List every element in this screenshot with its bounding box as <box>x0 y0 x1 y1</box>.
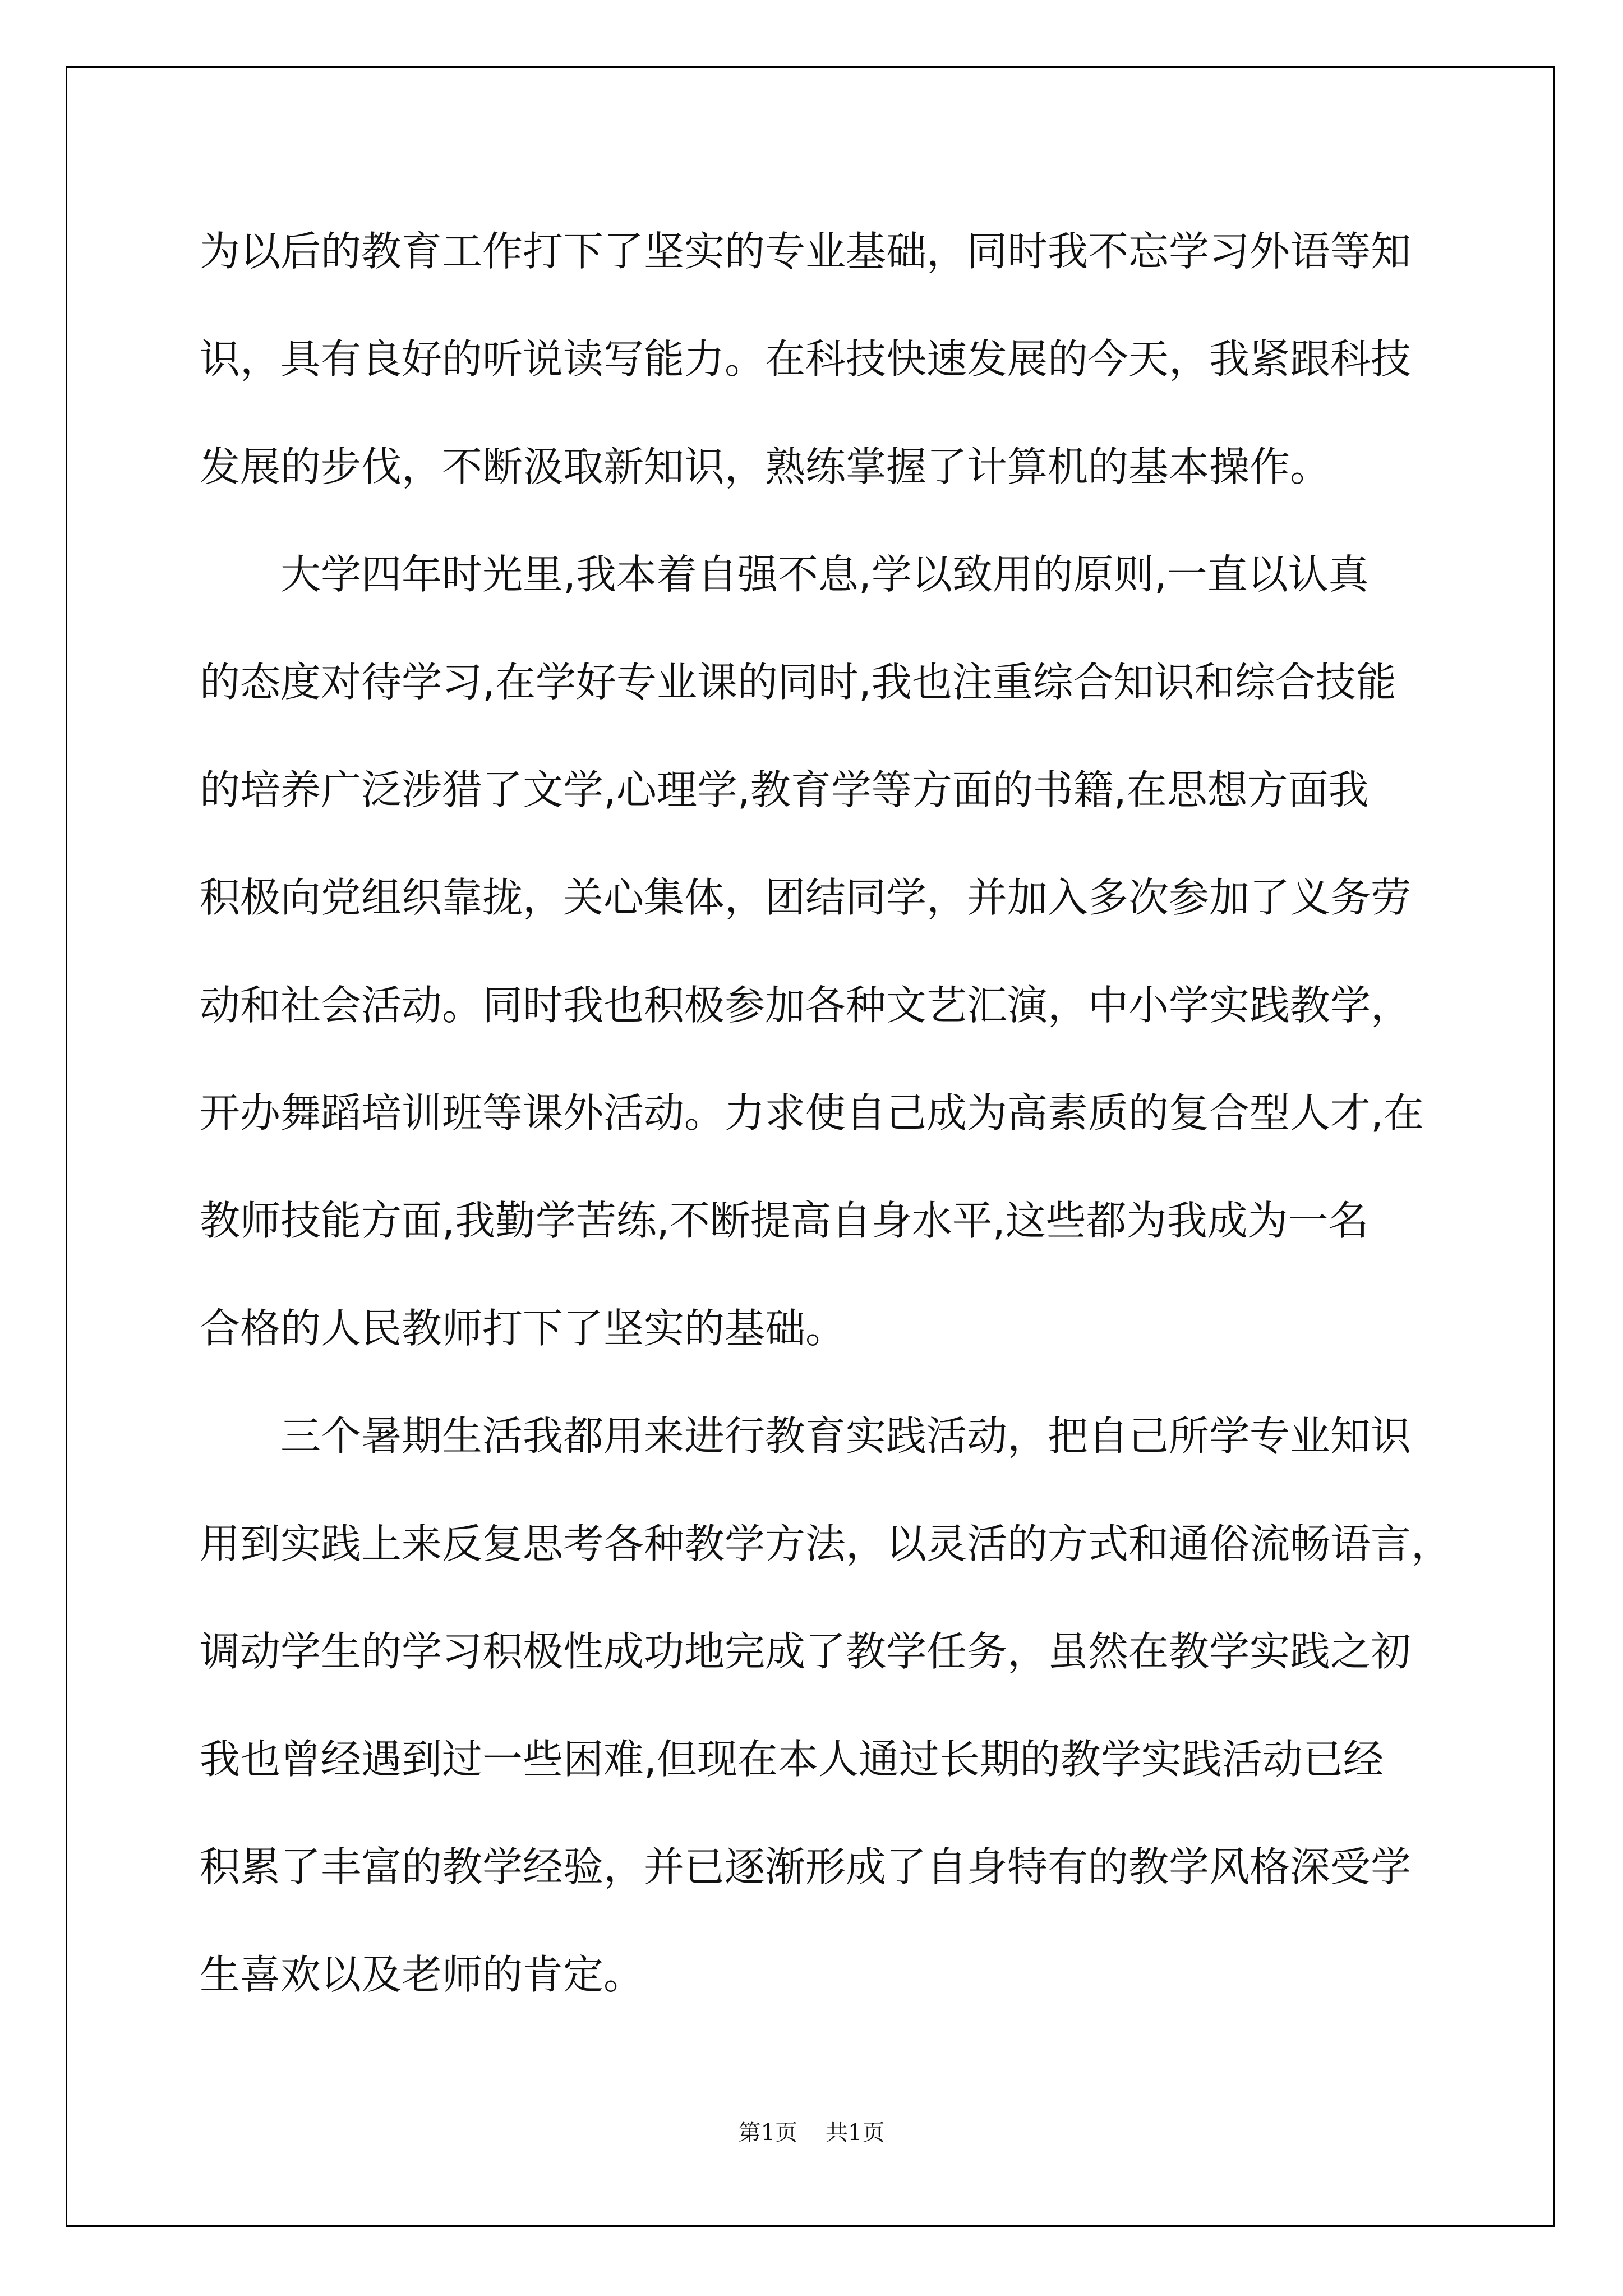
page-number: 第1页 <box>738 2120 797 2146</box>
page-footer <box>0 2115 1623 2147</box>
document-body <box>200 197 1461 2028</box>
text-line: 用到实践上来反复思考各种教学方法，以灵活的方式和通俗流畅语言， <box>200 1520 1452 1567</box>
text-line: 大学四年时光里,我本着自强不息,学以致用的原则,一直以认真 <box>280 551 1369 598</box>
text-line: 调动学生的学习积极性成功地完成了教学任务，虽然在教学实践之初 <box>200 1628 1412 1675</box>
page-total: 共1页 <box>826 2120 885 2146</box>
text-line: 发展的步伐，不断汲取新知识，熟练掌握了计算机的基本操作。 <box>200 443 1331 490</box>
text-line: 三个暑期生活我都用来进行教育实践活动，把自己所学专业知识 <box>280 1412 1412 1460</box>
text-line: 积累了丰富的教学经验，并已逐渐形成了自身特有的教学风格深受学 <box>200 1843 1412 1890</box>
text-line: 生喜欢以及老师的肯定。 <box>200 1951 644 1998</box>
text-line: 教师技能方面,我勤学苦练,不断提高自身水平,这些都为我成为一名 <box>200 1197 1369 1244</box>
text-line: 的培养广泛涉猎了文学,心理学,教育学等方面的书籍,在思想方面我 <box>200 766 1369 813</box>
text-line: 为以后的教育工作打下了坚实的专业基础，同时我不忘学习外语等知 <box>200 228 1412 275</box>
text-line: 积极向党组织靠拢，关心集体，团结同学，并加入多次参加了义务劳 <box>200 874 1412 921</box>
text-line: 我也曾经遇到过一些困难,但现在本人通过长期的教学实践活动已经 <box>200 1736 1384 1783</box>
text-line: 的态度对待学习,在学好专业课的同时,我也注重综合知识和综合技能 <box>200 659 1396 706</box>
text-line: 开办舞蹈培训班等课外活动。力求使自己成为高素质的复合型人才,在 <box>200 1089 1424 1137</box>
text-line: 动和社会活动。同时我也积极参加各种文艺汇演，中小学实践教学， <box>200 982 1412 1029</box>
text-line: 合格的人民教师打下了坚实的基础。 <box>200 1305 846 1352</box>
text-line: 识，具有良好的听说读写能力。在科技快速发展的今天，我紧跟科技 <box>200 335 1412 383</box>
